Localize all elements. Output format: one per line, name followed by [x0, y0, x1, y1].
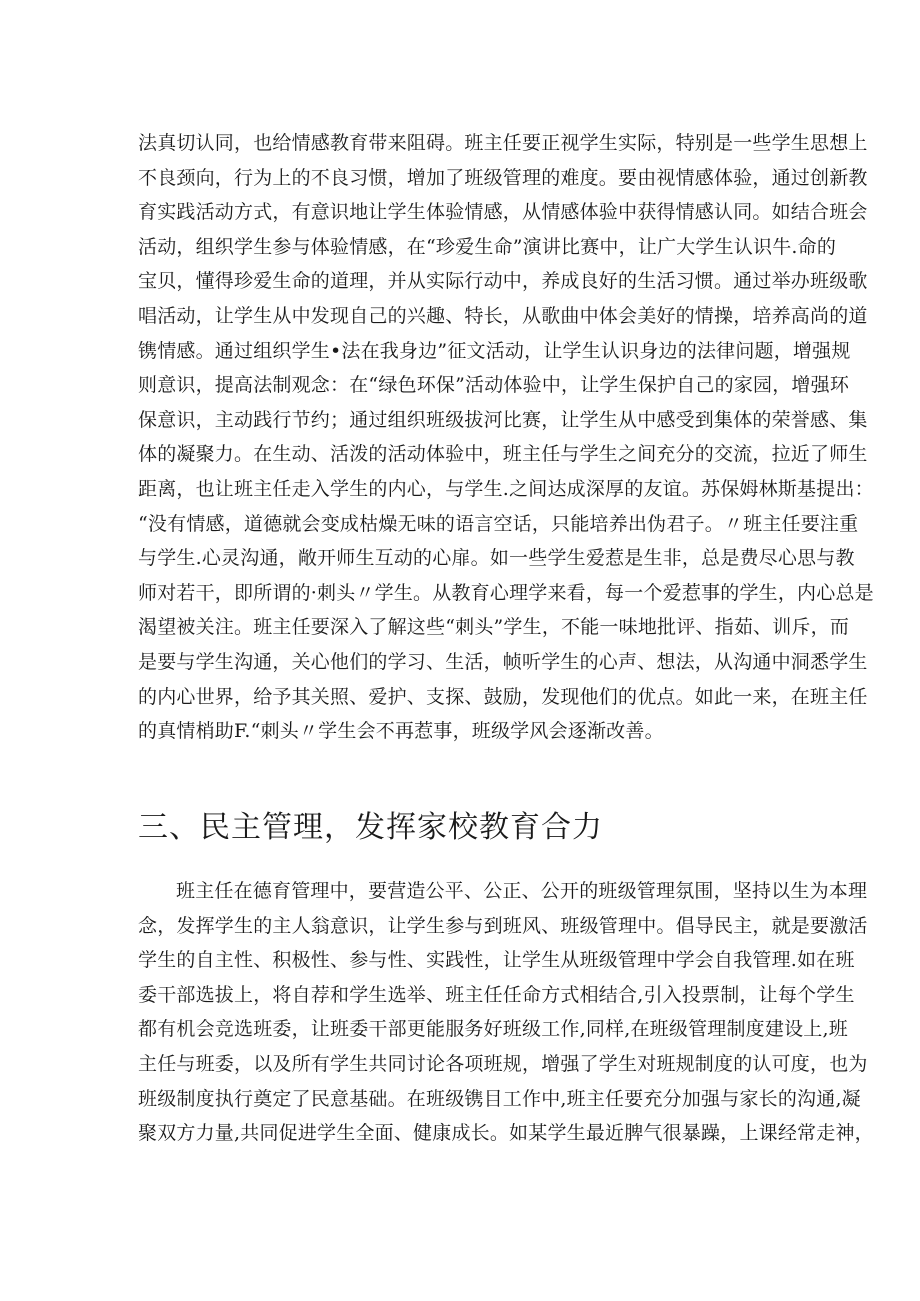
text-line: 育实践活动方式，有意识地让学生体验情感，从情感体验中获得情感认同。如结合班会	[138, 201, 868, 224]
text-line: 距离，也让班主任走入学生的内心，与学生.之间达成深厚的友谊。苏保姆林斯基提出：	[138, 477, 874, 500]
text-line: 主任与班委，以及所有学生共同讨论各项班规，增强了学生对班规制度的认可度，也为	[138, 1052, 868, 1075]
text-line: 镌情感。通过组织学生•法在我身边”征文活动，让学生认识身边的法律问题，增强规	[138, 339, 851, 362]
text-line: 与学生.心灵沟通，敞开师生互动的心扉。如一些学生爱惹是生非，总是费尽心思与教	[138, 547, 855, 570]
text-line: 宝贝，懂得珍爱生命的道理，并从实际行动中，养成良好的生活习惯。通过举办班级歌	[138, 270, 868, 293]
text-line: 是要与学生沟通，关心他们的学习、生活，帧听学生的心声、想法，从沟通中洞悉学生	[138, 650, 868, 673]
text-line: 都有机会竞选班委，让班委干部更能服务好班级工作,同样,在班级管理制度建设上,班	[138, 1018, 848, 1041]
body-paragraph-1	[138, 126, 874, 749]
body-paragraph-2	[138, 874, 874, 1151]
text-line: 班主任在德育管理中，要营造公平、公正、公开的班级管理氛围，坚持以生为本理	[176, 880, 868, 902]
text-line: 则意识，提高法制观念：在“绿色环保”活动体验中，让学生保护自己的家园，增强环	[138, 374, 850, 397]
text-line: 班级制度执行奠定了民意基础。在班级镌目工作中,班主任要充分加强与家长的沟通,凝	[138, 1087, 861, 1110]
text-line: 师对若干，即所谓的·刺头〃学生。从教育心理学来看，每一个爱惹事的学生，内心总是	[138, 581, 874, 604]
text-line: 念，发挥学生的主人翁意识，让学生参与到班风、班级管理中。倡导民主，就是要激活	[138, 914, 868, 937]
text-line: 的真情梢助F.“刺头〃学生会不再惹事，班级学风会逐渐改善。	[138, 720, 664, 743]
section-heading: 三、民主管理，发挥家校教育合力	[138, 810, 603, 845]
text-line: 保意识，主动践行节约；通过组织班级拔河比赛，让学生从中感受到集体的荣誉感、集	[138, 408, 868, 431]
text-line: 的内心世界，给予其关照、爱护、支探、鼓励，发现他们的优点。如此一来，在班主任	[138, 685, 868, 708]
text-line: “没有情感，道德就会变成枯燥无味的语言空话，只能培养出伪君子。〃班主任要注重	[138, 512, 859, 535]
text-line: 体的凝聚力。在生动、活泼的活动体验中，班主任与学生之间充分的交流，拉近了师生	[138, 443, 868, 466]
text-line: 委干部选拔上，将自荐和学生选举、班主任任命方式相结合,引入投票制，让每个学生	[138, 983, 855, 1006]
text-line: 唱活动，让学生从中发现自己的兴趣、特长，从歌曲中体会美好的情操，培养高尚的道	[138, 304, 868, 327]
text-line: 聚双方力量,共同促进学生全面、健康成长。如某学生最近脾气很暴躁，上课经常走神，	[138, 1122, 874, 1145]
text-line: 学生的自主性、积极性、参与性、实践性，让学生从班级管理中学会自我管理.如在班	[138, 949, 855, 972]
text-line: 不良颈向，行为上的不良习惯，增加了班级管理的难度。要由视情感体验，通过创新教	[138, 166, 868, 189]
text-line: 法真切认同，也给情感教育带来阻碍。班主任要正视学生实际，特别是一些学生思想上	[138, 132, 868, 154]
text-line: 渴望被关注。班主任要深入了解这些“刺头”学生，不能一味地批评、指茹、训斥，而	[138, 616, 850, 639]
text-line: 活动，组织学生参与体验情感，在“珍爱生命”演讲比赛中，让广大学生认识牛.命的	[138, 235, 837, 258]
